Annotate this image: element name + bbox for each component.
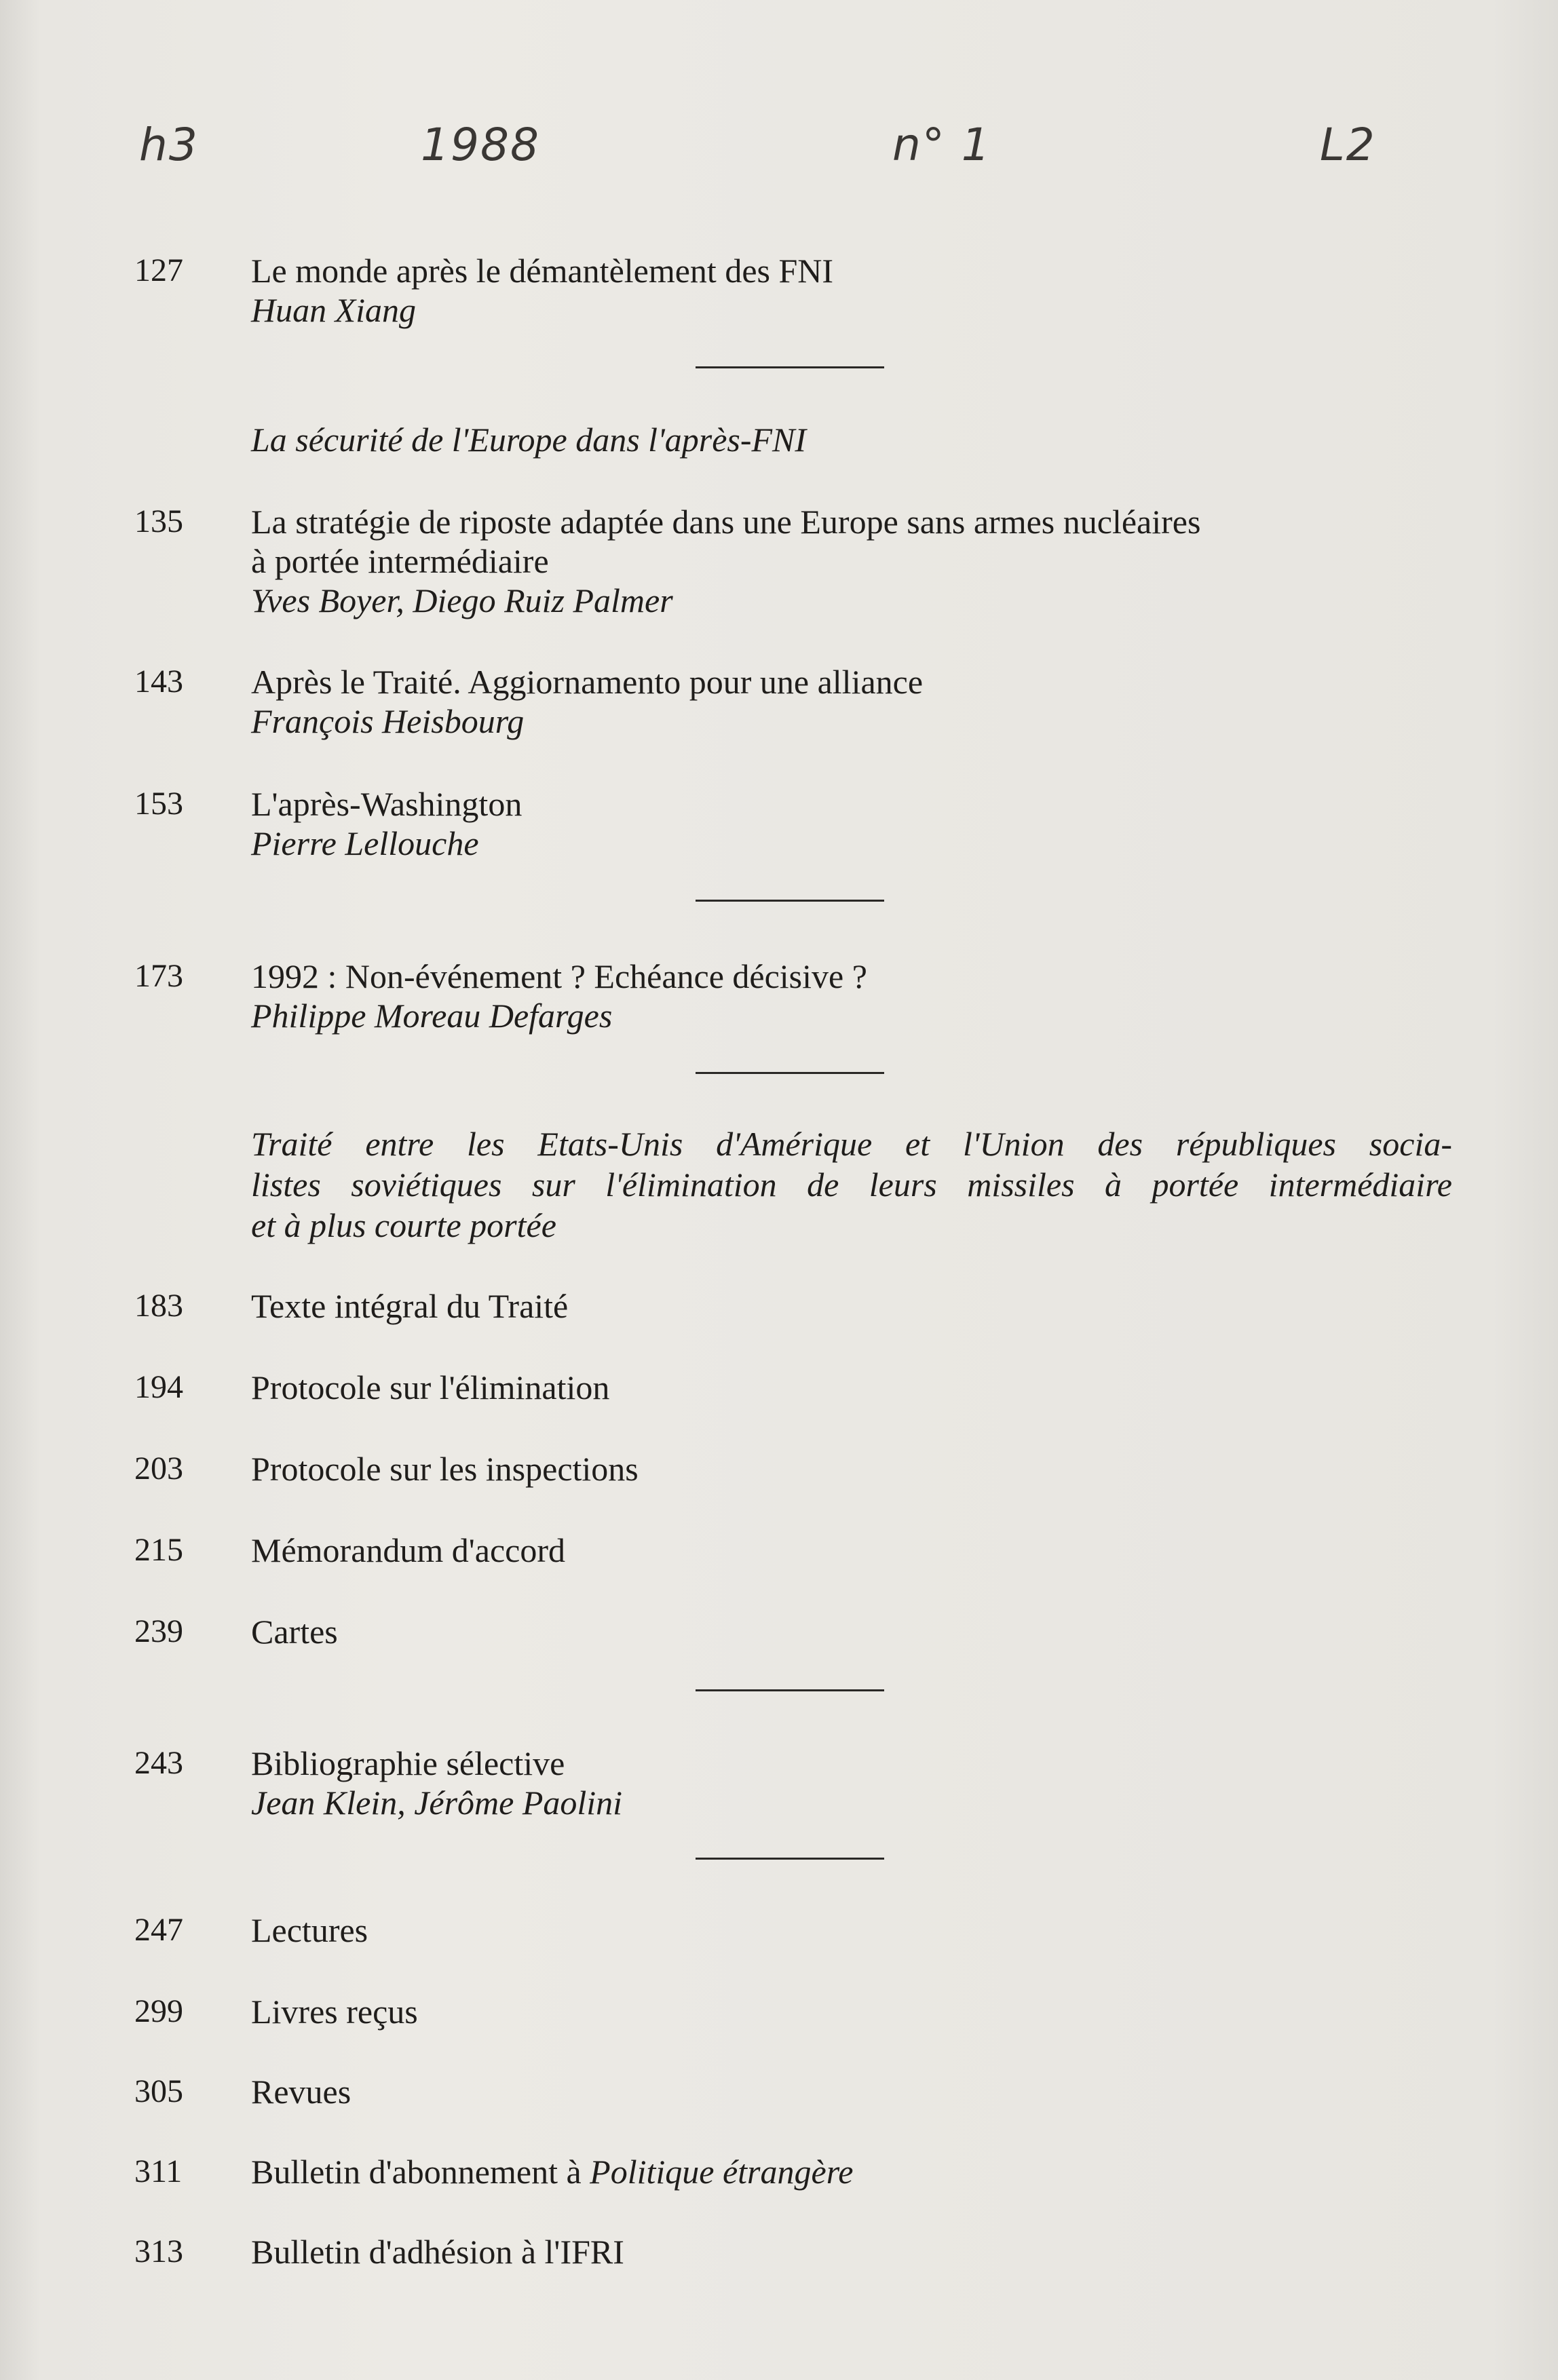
page-number: 203 bbox=[134, 1451, 183, 1486]
page-number: 243 bbox=[134, 1745, 183, 1781]
separator-rule bbox=[696, 1858, 884, 1860]
section-heading: La sécurité de l'Europe dans l'après-FNI bbox=[251, 421, 807, 459]
page-number: 135 bbox=[134, 503, 183, 539]
page-number: 313 bbox=[134, 2233, 183, 2269]
entry-title bbox=[251, 2152, 1459, 2191]
entry-author: Huan Xiang bbox=[251, 291, 417, 329]
entry-title-roman: Bulletin d'abonnement à bbox=[251, 2153, 590, 2191]
page-number: 239 bbox=[134, 1613, 183, 1649]
entry-title: L'après-Washington bbox=[251, 785, 522, 823]
journal-name: Politique étrangère bbox=[590, 2153, 854, 2191]
entry-title: Après le Traité. Aggiornamento pour une alliance bbox=[251, 663, 924, 701]
handwritten-note-4: L2 bbox=[1320, 119, 1376, 171]
entry-title: Bibliographie sélective bbox=[251, 1744, 565, 1782]
page-number: 173 bbox=[134, 958, 183, 994]
page-number: 299 bbox=[134, 1993, 183, 2029]
handwritten-note-2: 1988 bbox=[421, 119, 540, 171]
entry-title: Mémorandum d'accord bbox=[251, 1531, 566, 1569]
entry-title: Cartes bbox=[251, 1613, 338, 1651]
entry-author: Philippe Moreau Defarges bbox=[251, 997, 613, 1035]
entry-author: Yves Boyer, Diego Ruiz Palmer bbox=[251, 581, 673, 619]
page-number: 194 bbox=[134, 1369, 183, 1405]
handwritten-note-1: h3 bbox=[139, 119, 199, 171]
separator-rule bbox=[696, 366, 884, 368]
page-number: 183 bbox=[134, 1288, 183, 1324]
section-heading-line: listes soviétiques sur l'élimination de leurs missiles à portée intermédiaire bbox=[251, 1166, 1452, 1204]
page-number: 153 bbox=[134, 786, 183, 822]
separator-rule bbox=[696, 1689, 884, 1691]
page-number: 311 bbox=[134, 2153, 183, 2189]
entry-title: Le monde après le démantèlement des FNI bbox=[251, 252, 834, 290]
section-heading bbox=[251, 1124, 1452, 1246]
entry-title: Protocole sur les inspections bbox=[251, 1450, 639, 1488]
entry-title: Bulletin d'adhésion à l'IFRI bbox=[251, 2233, 624, 2271]
entry-title: Revues bbox=[251, 2073, 352, 2111]
entry-title: Protocole sur l'élimination bbox=[251, 1368, 610, 1406]
entry-author: François Heisbourg bbox=[251, 702, 525, 740]
entry-author: Jean Klein, Jérôme Paolini bbox=[251, 1784, 623, 1822]
page-number: 305 bbox=[134, 2073, 183, 2109]
page-number: 247 bbox=[134, 1912, 183, 1948]
entry-author: Pierre Lellouche bbox=[251, 824, 479, 862]
handwritten-note-3: n° 1 bbox=[892, 119, 991, 171]
entry-title: Texte intégral du Traité bbox=[251, 1287, 569, 1325]
entry-title: Livres reçus bbox=[251, 1993, 418, 2031]
entry-title-continued: à portée intermédiaire bbox=[251, 542, 549, 580]
separator-rule bbox=[696, 900, 884, 902]
entry-title: 1992 : Non-événement ? Echéance décisive ? bbox=[251, 957, 867, 995]
page-number: 143 bbox=[134, 664, 183, 699]
page-number: 127 bbox=[134, 252, 183, 288]
entry-title: Lectures bbox=[251, 1911, 368, 1949]
section-heading-line: Traité entre les Etats-Unis d'Amérique et l'Union des républiques socia- bbox=[251, 1125, 1452, 1163]
separator-rule bbox=[696, 1072, 884, 1074]
section-heading-line: et à plus courte portée bbox=[251, 1206, 556, 1244]
page-number: 215 bbox=[134, 1532, 183, 1568]
entry-title: La stratégie de riposte adaptée dans une Europe sans armes nucléaires bbox=[251, 503, 1201, 541]
